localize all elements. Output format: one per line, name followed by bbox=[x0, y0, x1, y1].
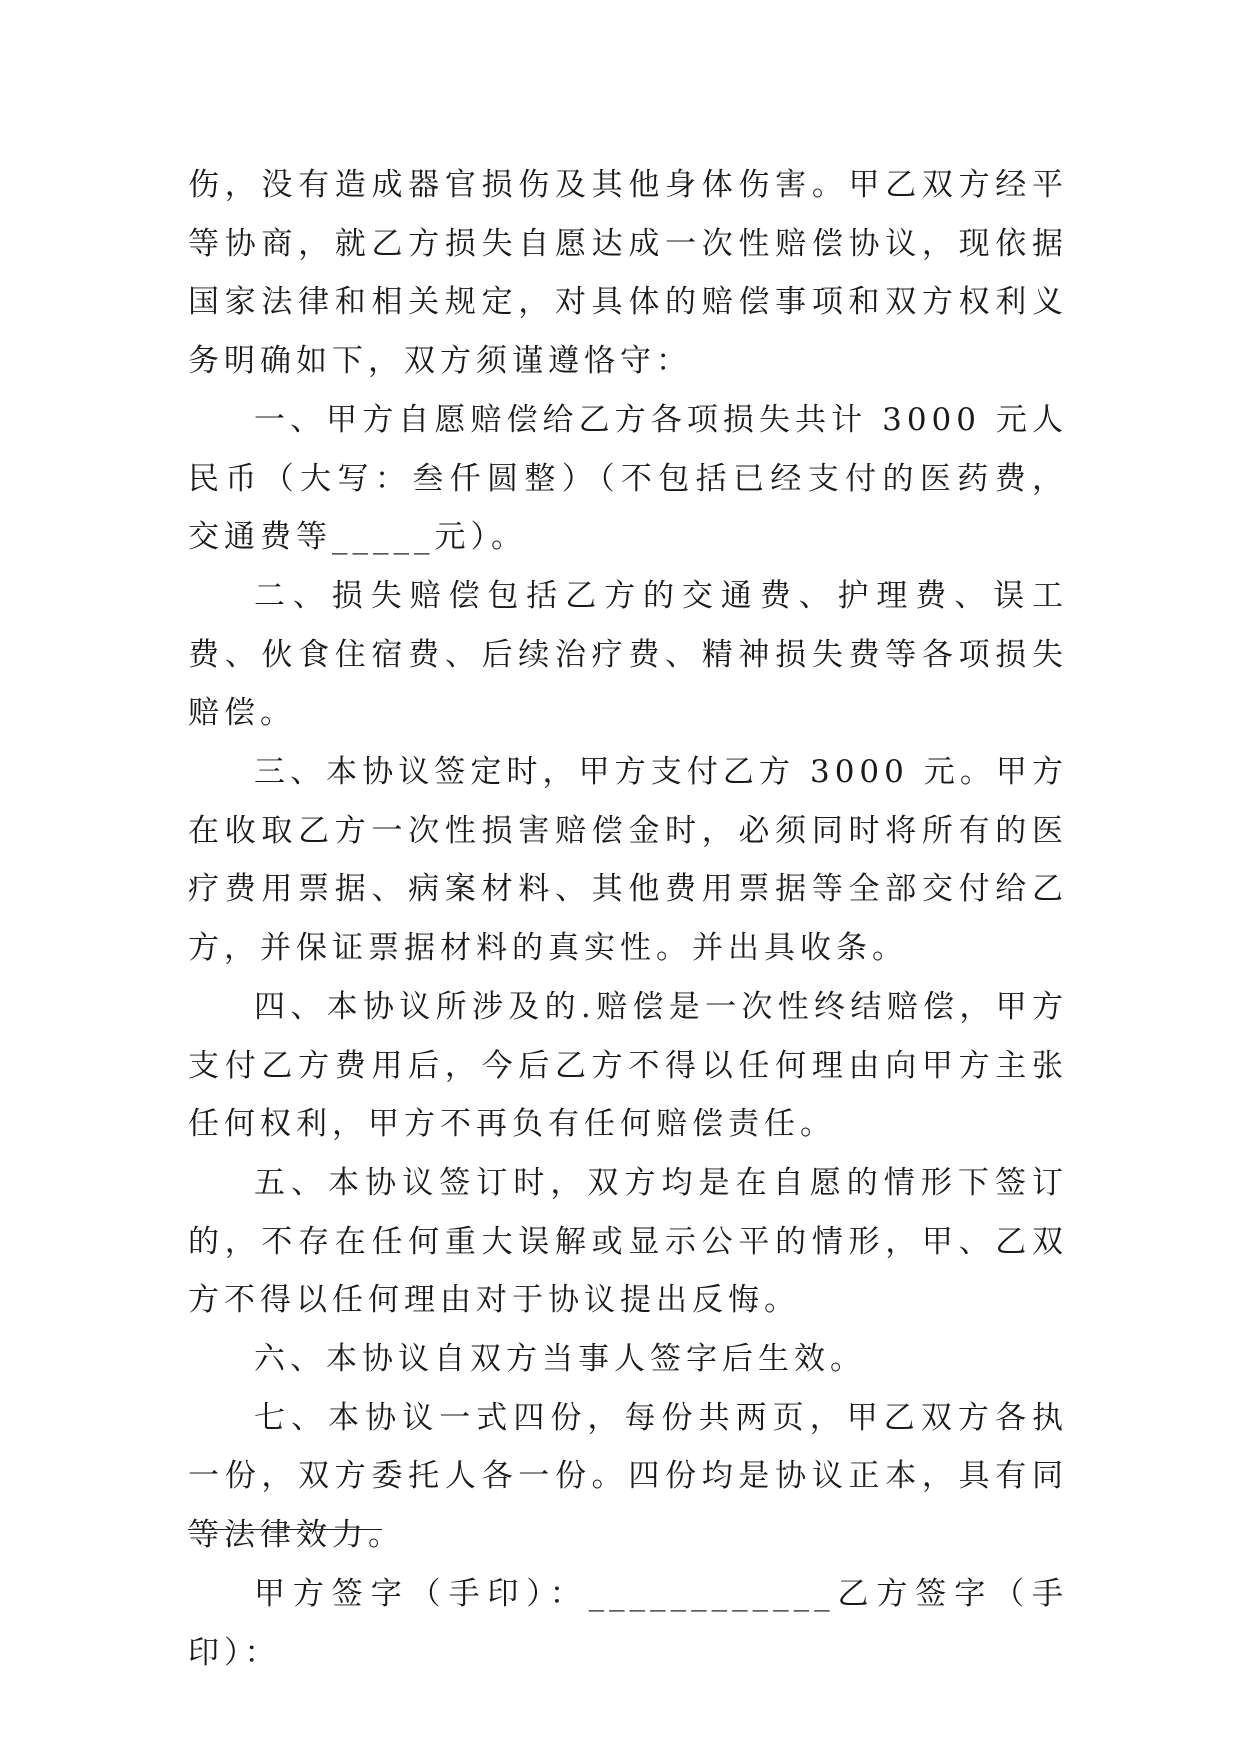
clause-6: 六、本协议自双方当事人签字后生效。 bbox=[254, 1341, 866, 1378]
clause-7: 七、本协议一式四份，每份共两页，甲乙双方各执一份，双方委托人各一份。四份均是协议正本，具有同等法律效力。 bbox=[188, 1399, 1068, 1554]
paragraph-preamble: 伤，没有造成器官损伤及其他身体伤害。甲乙双方经平等协商，就乙方损失自愿达成一次性赔偿协议，现依据国家法律和相关规定，对具体的赔偿事项和双方权利义务明确如下，双方须谨遵恪守： bbox=[188, 167, 1068, 380]
clause-2: 二、损失赔偿包括乙方的交通费、护理费、误工费、伙食住宿费、后续治疗费、精神损失费等各项损失赔偿。 bbox=[188, 577, 1068, 732]
clause-5: 五、本协议签订时，双方均是在自愿的情形下签订的，不存在任何重大误解或显示公平的情形，甲、乙双方不得以任何理由对于协议提出反悔。 bbox=[188, 1164, 1068, 1319]
clause-1: 一、甲方自愿赔偿给乙方各项损失共计 3000 元人民币（大写：叁仟圆整）（不包括已经支付的医药费，交通费等_____元）。 bbox=[188, 401, 1068, 556]
clause-4: 四、本协议所涉及的.赔偿是一次性终结赔偿，甲方支付乙方费用后，今后乙方不得以任何理由向甲方主张任何权利，甲方不再负有任何赔偿责任。 bbox=[188, 988, 1068, 1143]
agreement-body bbox=[188, 156, 1068, 1682]
clause-3: 三、本协议签定时，甲方支付乙方 3000 元。甲方在收取乙方一次性损害赔偿金时，必须同时将所有的医疗费用票据、病案材料、其他费用票据等全部交付给乙方，并保证票据材料的真实性。并出具收条。 bbox=[188, 754, 1068, 967]
signature-line: 甲方签字（手印）：____________乙方签字（手印）： bbox=[188, 1575, 1068, 1671]
party-b-signature-blank bbox=[188, 1529, 382, 1531]
